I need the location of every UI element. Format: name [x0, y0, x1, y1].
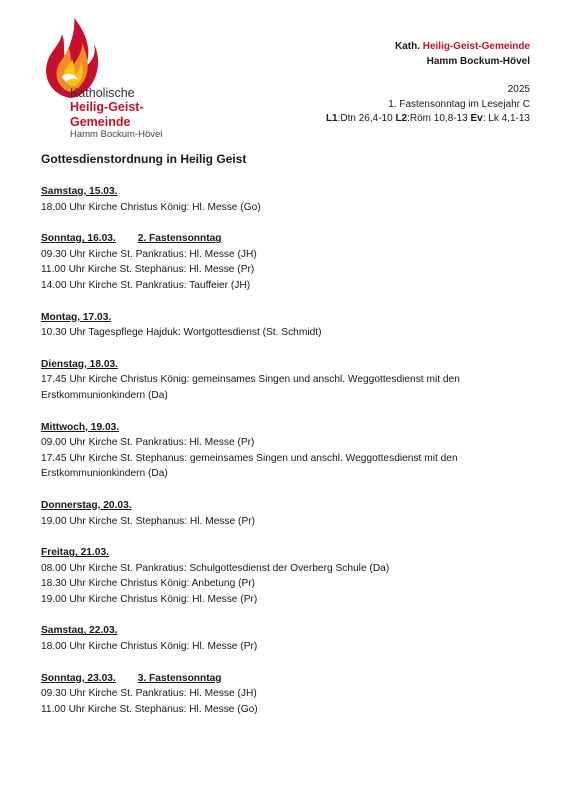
service-entry: 11.00 Uhr Kirche St. Stephanus: Hl. Messe (Go) — [41, 703, 258, 715]
day-heading — [41, 357, 531, 373]
service-entry: 19.00 Uhr Kirche St. Stephanus: Hl. Messe (Pr) — [41, 515, 256, 527]
service-entry: 09.30 Uhr Kirche St. Pankratius: Hl. Messe (JH) — [41, 688, 257, 700]
day-block — [41, 545, 531, 607]
service-entry: 17.45 Uhr Kirche Christus König: gemeinsames Singen und anschl. Weggottesdienst mit den Erstkommunionkindern (Da) — [41, 374, 460, 401]
reading-ev-label: Ev — [470, 113, 483, 124]
page-title: Gottesdienstordnung in Heilig Geist — [41, 152, 247, 166]
reading-l1-label: L1 — [325, 113, 338, 124]
day-heading — [41, 545, 531, 561]
service-entry: 09.30 Uhr Kirche St. Pankratius: Hl. Messe (JH) — [41, 248, 257, 260]
service-entry: 14.00 Uhr Kirche St. Pankratius: Tauffeier (JH) — [41, 279, 251, 291]
service-entry: 10.30 Uhr Tagespflege Hajduk: Wortgottesdienst (St. Schmidt) — [41, 327, 322, 339]
day-date: Freitag, 21.03. — [41, 547, 109, 559]
reading-l2-value: :Röm 10,8-13 — [407, 113, 468, 124]
service-entry: 18.00 Uhr Kirche Christus König: Hl. Messe (Go) — [41, 201, 261, 213]
service-entry: 09.00 Uhr Kirche St. Pankratius: Hl. Messe (Pr) — [41, 437, 255, 449]
day-heading — [41, 498, 531, 514]
day-date: Samstag, 15.03. — [41, 186, 118, 197]
header-sunday: 1. Fastensonntag im Lesejahr C — [388, 98, 530, 110]
day-block — [41, 357, 531, 404]
header-parish-prefix: Kath. — [394, 41, 420, 52]
service-entry: 19.00 Uhr Kirche Christus König: Hl. Messe (Pr) — [41, 593, 258, 605]
day-date: Sonntag, 23.03. — [41, 672, 116, 684]
day-date: Sonntag, 16.03. — [41, 233, 116, 245]
day-block — [41, 498, 531, 529]
service-entry: 08.00 Uhr Kirche St. Pankratius: Schulgottesdienst der Overberg Schule (Da) — [41, 562, 390, 574]
service-schedule — [41, 184, 531, 733]
day-date: Donnerstag, 20.03. — [41, 499, 132, 511]
service-entry: 17.45 Uhr Kirche St. Stephanus: gemeinsames Singen und anschl. Weggottesdienst mit den Erstkommunionkindern (Da) — [41, 452, 458, 480]
day-block — [41, 623, 531, 654]
logo-text-parish-name: Heilig-Geist-Gemeinde — [70, 100, 144, 129]
day-heading — [41, 310, 531, 326]
logo-text-katholische: Katholische — [70, 86, 135, 100]
day-heading — [41, 231, 531, 247]
reading-l1-value: :Dtn 26,4-10 — [337, 113, 393, 124]
day-block — [41, 671, 531, 718]
parish-logo — [38, 16, 198, 141]
day-block — [41, 231, 531, 293]
header-readings — [326, 112, 530, 127]
header-parish-name: Heilig-Geist-Gemeinde — [422, 41, 530, 52]
header-year: 2025 — [507, 84, 530, 95]
day-block — [41, 184, 531, 215]
service-entry: 11.00 Uhr Kirche St. Stephanus: Hl. Messe (Pr) — [41, 264, 255, 276]
header-city: Hamm Bockum-Hövel — [426, 55, 530, 67]
day-heading — [41, 623, 531, 639]
day-date: Dienstag, 18.03. — [41, 358, 119, 370]
day-feast: 3. Fastensonntag — [137, 672, 222, 684]
service-entry: 18.00 Uhr Kirche Christus König: Hl. Messe (Pr) — [41, 641, 258, 653]
logo-text-city: Hamm Bockum-Hövel — [70, 129, 163, 141]
reading-l2-label: L2 — [395, 113, 408, 124]
day-date: Mittwoch, 19.03. — [41, 421, 120, 433]
service-entry: 18.30 Uhr Kirche Christus König: Anbetung (Pr) — [41, 578, 256, 590]
day-date: Montag, 17.03. — [41, 311, 112, 323]
day-heading — [41, 184, 531, 200]
header-parish — [326, 40, 530, 55]
day-heading — [41, 671, 531, 687]
day-date: Samstag, 22.03. — [41, 625, 118, 637]
day-feast: 2. Fastensonntag — [137, 233, 222, 245]
day-block — [41, 310, 531, 341]
header-info — [326, 40, 530, 127]
day-heading — [41, 420, 531, 436]
reading-ev-value: : Lk 4,1-13 — [482, 113, 530, 124]
day-block — [41, 420, 531, 482]
